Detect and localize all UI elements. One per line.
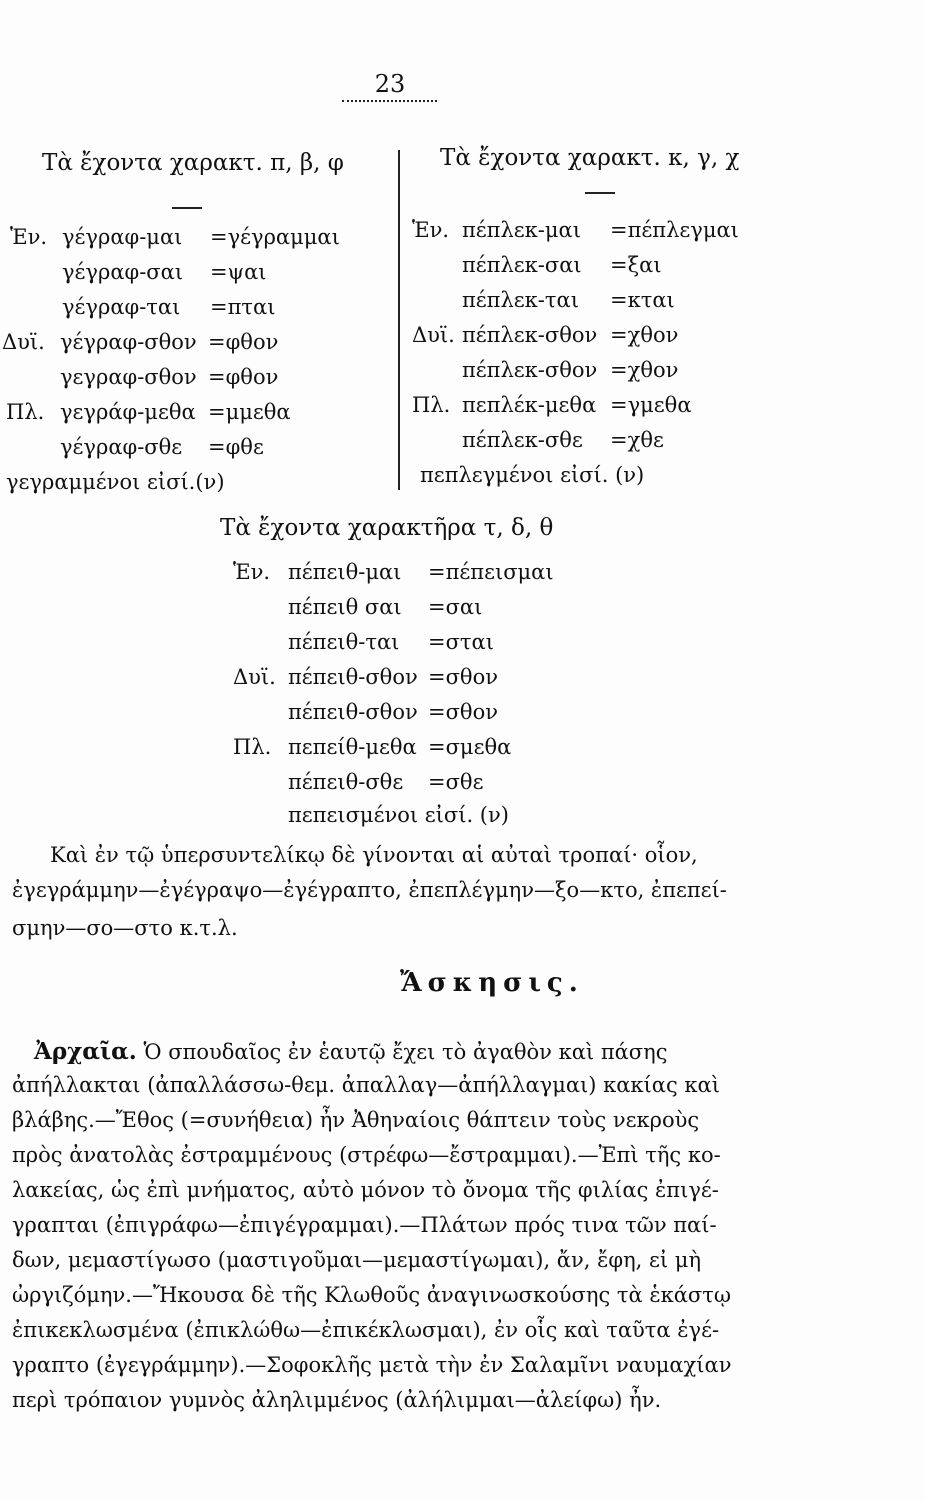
verb-result: =φθε — [208, 435, 264, 459]
verb-result: =γέγραμμαι — [210, 225, 340, 249]
verb-result: =κται — [610, 288, 675, 312]
note-line: σμην—σο—στο κ.τ.λ. — [12, 916, 238, 940]
center-row — [233, 702, 498, 723]
note-line: ἐγεγράμμην—ἐγέγραψο—ἐγέγραπτο, ἐπεπλέγμην—ξο—κτο, ἐπεπεί- — [12, 878, 727, 902]
verb-result: =σθον — [428, 665, 498, 689]
verb-form: πέπλεκ-ται — [462, 288, 579, 312]
number-label: Δυϊ. — [233, 665, 276, 689]
left-row — [6, 402, 291, 423]
verb-form: πέπειθ σαι — [288, 595, 402, 619]
left-row — [2, 332, 278, 353]
exercise-line: ὠργιζόμην.—Ἤκουσα δὲ τῆς Κλωθοῦς ἀναγινωσκούσης τὰ ἑκάστῳ — [12, 1283, 732, 1307]
verb-result: =σθον — [428, 700, 498, 724]
number-label: Πλ. — [233, 735, 272, 759]
number-label: Ἑν. — [233, 560, 271, 584]
exercise-line: δων, μεμαστίγωσο (μαστιγοῦμαι—μεμαστίγωμαι), ἄν, ἔφη, εἰ μὴ — [12, 1248, 702, 1272]
center-row — [233, 667, 498, 688]
verb-result: =μμεθα — [208, 400, 291, 424]
exercise-line: περὶ τρόπαιον γυμνὸς ἀληλιμμένος (ἀλήλιμμαι—ἀλείφω) ἦν. — [12, 1388, 662, 1412]
right-row — [412, 360, 678, 381]
verb-form: πέπειθ-σθε — [288, 770, 404, 794]
verb-form: γέγραφ-ται — [62, 295, 181, 319]
verb-result: =φθον — [208, 365, 279, 389]
exercise-line: βλάβης.—Ἔθος (=συνήθεια) ἦν Ἀθηναίοις θάπτειν τοὺς νεκροὺς — [12, 1108, 700, 1132]
left-row — [10, 262, 266, 283]
verb-result: =πέπλεγμαι — [610, 218, 739, 242]
verb-form: γέγραφ-σαι — [62, 260, 184, 284]
number-label: Ἑν. — [412, 218, 450, 242]
exercise-line: λακείας, ὡς ἐπὶ μνήματος, αὐτὸ μόνον τὸ ὄνομα τῆς φιλίας ἐπιγέ- — [12, 1178, 719, 1202]
verb-result: =πέπεισμαι — [428, 560, 554, 584]
right-row — [412, 395, 692, 416]
exercise-line: ἀπήλλακται (ἀπαλλάσσω-θεμ. ἀπαλλαγ—ἀπήλλαγμαι) κακίας καὶ — [12, 1073, 720, 1097]
left-row — [2, 367, 278, 388]
exercise-lead: Ἀρχαῖα. — [34, 1038, 137, 1065]
verb-result: =πται — [210, 295, 276, 319]
verb-result: =φθον — [208, 330, 279, 354]
page-number: 23 — [374, 70, 406, 98]
verb-form: πέπειθ-ται — [288, 630, 400, 654]
exercise-line: γραπτο (ἐγεγράμμην).—Σοφοκλῆς μετὰ τὴν ἐν Σαλαμῖνι ναυμαχίαν — [12, 1353, 732, 1377]
center-row — [233, 562, 554, 583]
number-label: Πλ. — [6, 400, 45, 424]
right-row — [412, 430, 664, 451]
left-column-dash — [172, 207, 202, 209]
exercise-line: γραπται (ἐπιγράφω—ἐπιγέγραμμαι).—Πλάτων πρός τινα τῶν παί- — [12, 1213, 717, 1237]
verb-form: γέγραφ-σθε — [60, 435, 183, 459]
page-number-ornament — [342, 100, 437, 102]
center-row — [233, 737, 511, 758]
center-row — [288, 805, 509, 826]
verb-form: πέπειθ-σθον — [288, 700, 418, 724]
exercise-line: πρὸς ἀνατολὰς ἐστραμμένους (στρέφω—ἔστραμμαι).—Ἐπὶ τῆς κο- — [12, 1143, 721, 1167]
verb-form: πέπλεκ-σθον — [462, 323, 598, 347]
center-row — [233, 772, 483, 793]
center-section-heading: Τὰ ἔχοντα χαρακτῆρα τ, δ, θ — [220, 515, 554, 541]
verb-result: =γμεθα — [610, 393, 692, 417]
verb-result: =σθε — [428, 770, 484, 794]
left-column-heading: Τὰ ἔχοντα χαρακτ. π, β, φ — [42, 150, 344, 176]
verb-form: γεγραφ-σθον — [60, 365, 197, 389]
right-column-dash — [585, 192, 615, 194]
verb-form: πεπλέκ-μεθα — [462, 393, 597, 417]
right-column-heading: Τὰ ἔχοντα χαρακτ. κ, γ, χ — [440, 145, 740, 171]
verb-result: =σται — [428, 630, 494, 654]
verb-form: πέπειθ-σθον — [288, 665, 418, 689]
right-row — [412, 255, 662, 276]
exercise-line — [34, 1040, 668, 1063]
verb-result: =χθε — [610, 428, 664, 452]
verb-result: =ξαι — [610, 253, 662, 277]
verb-form: γέγραφ-σθον — [60, 330, 197, 354]
note-line: Καὶ ἐν τῷ ὑπερσυντελίκῳ δὲ γίνονται αἱ αὐταὶ τροπαί· οἷον, — [50, 843, 698, 867]
number-label: Ἑν. — [10, 225, 48, 249]
right-row — [420, 465, 644, 486]
column-divider — [398, 150, 400, 490]
right-row — [412, 325, 678, 346]
verb-result: =ψαι — [210, 260, 267, 284]
verb-result: =χθον — [610, 323, 679, 347]
number-label: Πλ. — [412, 393, 451, 417]
verb-form: γέγραφ-μαι — [62, 225, 183, 249]
left-row — [6, 437, 264, 458]
exercise-line-text: Ὁ σπουδαῖος ἐν ἑαυτῷ ἔχει τὸ ἀγαθὸν καὶ πάσης — [143, 1040, 668, 1064]
verb-result: =σαι — [428, 595, 483, 619]
verb-form: πεπείθ-μεθα — [288, 735, 417, 759]
left-row — [6, 472, 225, 493]
verb-result: =σμεθα — [428, 735, 512, 759]
center-row — [233, 597, 482, 618]
verb-form: πέπειθ-μαι — [288, 560, 402, 584]
verb-result: =χθον — [610, 358, 679, 382]
number-label: Δυϊ. — [412, 323, 455, 347]
verb-form: πεπεισμένοι εἰσί. (ν) — [288, 803, 509, 827]
number-label: Δυϊ. — [2, 330, 45, 354]
verb-form: γεγραμμένοι εἰσί.(ν) — [6, 470, 225, 494]
exercise-line: ἐπικεκλωσμένα (ἐπικλώθω—ἐπικέκλωσμαι), ἐν οἷς καὶ ταῦτα ἐγέ- — [12, 1318, 720, 1342]
verb-form: γεγράφ-μεθα — [60, 400, 196, 424]
left-row — [10, 297, 275, 318]
verb-form: πεπλεγμένοι εἰσί. (ν) — [420, 463, 645, 487]
center-row — [233, 632, 494, 653]
verb-form: πέπλεκ-μαι — [462, 218, 581, 242]
left-row — [10, 227, 340, 248]
verb-form: πέπλεκ-σθον — [462, 358, 598, 382]
verb-form: πέπλεκ-σθε — [462, 428, 583, 452]
verb-form: πέπλεκ-σαι — [462, 253, 582, 277]
right-row — [412, 290, 675, 311]
right-row — [412, 220, 739, 241]
exercise-heading: Ἄσκησις. — [400, 968, 584, 998]
